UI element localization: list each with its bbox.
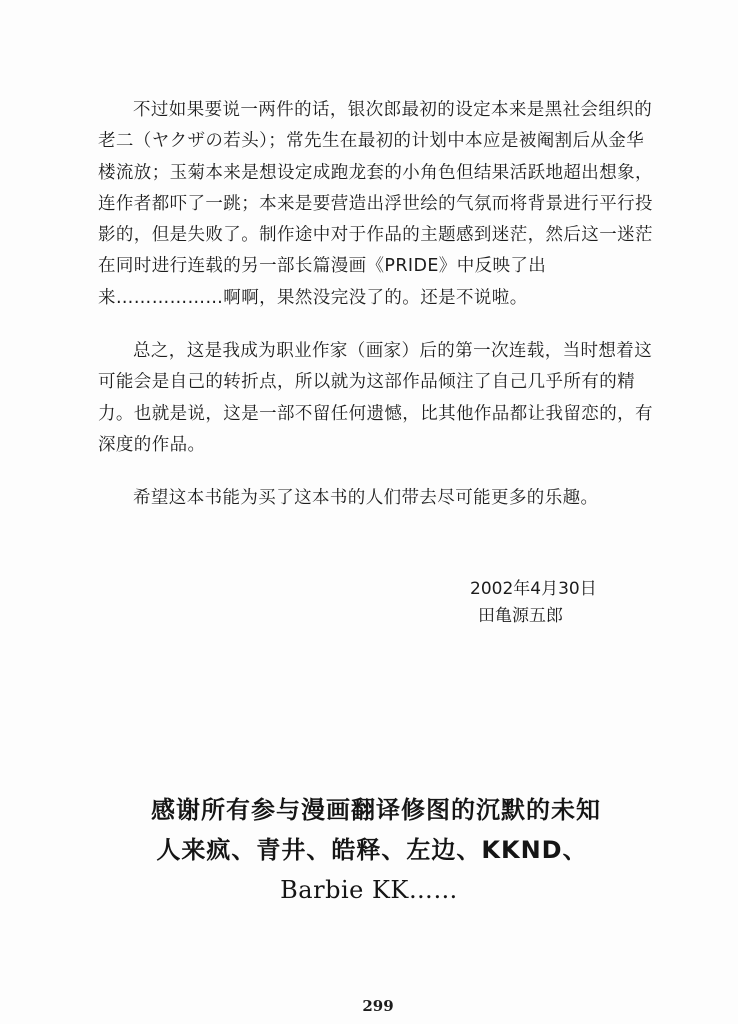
- credits-line-2: 人来疯、青井、皓释、左边、KKND、: [156, 836, 588, 864]
- signature-block: [470, 576, 670, 630]
- paragraph-1: 不过如果要说一两件的话，银次郎最初的设定本来是黑社会组织的老二（ヤクザの若头）；常先生在最初的计划中本应是被阉割后从金华楼流放；玉菊本来是想设定成跑龙套的小角色但结果活跃地超出想象，连作者都吓了一跳；本来是要营造出浮世绘的气氛而将背景进行平行投影的，但是失败了。制作途中对于作品的主题感到迷茫，然后这一迷茫在同时进行连载的另一部长篇漫画《PRIDE》中反映了出来………………啊啊，果然没完没了的。还是不说啦。: [98, 100, 653, 308]
- paragraph-3: 希望这本书能为买了这本书的人们带去尽可能更多的乐趣。: [133, 488, 599, 509]
- signature-author: 田亀源五郎: [478, 606, 563, 626]
- translator-credits: [0, 790, 738, 910]
- credits-line-3: Barbie KK……: [280, 876, 458, 904]
- signature-date: 2002年4月30日: [470, 579, 597, 599]
- credits-line-1: 感谢所有参与漫画翻译修图的沉默的未知: [151, 796, 601, 824]
- page-number: 299: [362, 997, 394, 1015]
- paragraph-2: 总之，这是我成为职业作家（画家）后的第一次连载，当时想着这可能会是自己的转折点，所以就为这部作品倾注了自己几乎所有的精力。也就是说，这是一部不留任何遗憾，比其他作品都让我留恋的，有深度的作品。: [98, 341, 653, 455]
- afterword-body: [98, 95, 658, 515]
